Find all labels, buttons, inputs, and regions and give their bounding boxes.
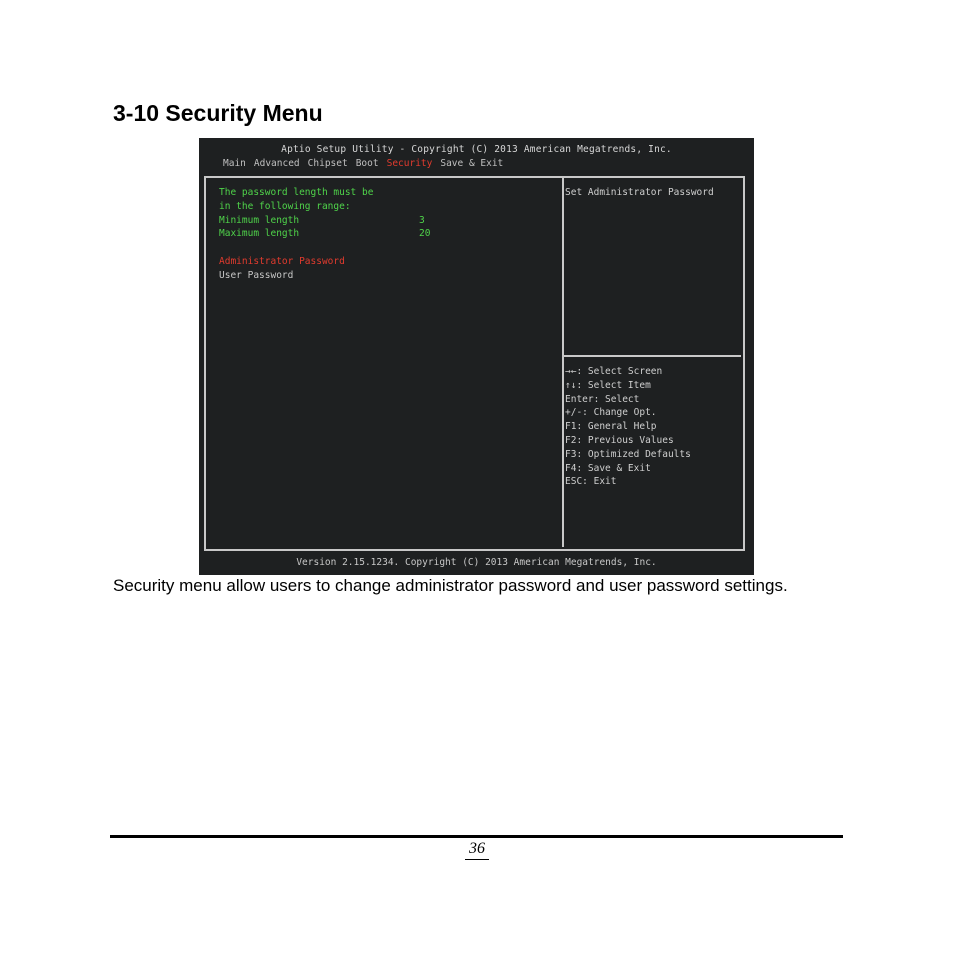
bios-tab-bar (223, 158, 503, 169)
tab-main[interactable]: Main (223, 158, 246, 169)
settings-panel (219, 186, 549, 283)
administrator-password-item[interactable]: Administrator Password (219, 255, 345, 267)
key-legend-item: F3: Optimized Defaults (565, 448, 691, 460)
user-password-item[interactable]: User Password (219, 269, 294, 281)
bios-screenshot (199, 138, 754, 575)
key-legend-item: F4: Save & Exit (565, 462, 651, 474)
help-description: Set Administrator Password (565, 187, 714, 198)
bios-title: Aptio Setup Utility - Copyright (C) 2013 American Megatrends, Inc. (281, 144, 672, 155)
key-legend-item: Enter: Select (565, 393, 640, 405)
section-description: Security menu allow users to change administrator password and user password settings. (113, 576, 788, 595)
minimum-length-value: 3 (419, 214, 425, 226)
page-title: 3-10 Security Menu (113, 100, 323, 126)
maximum-length-row (219, 227, 549, 241)
tab-save-exit[interactable]: Save & Exit (440, 158, 504, 169)
tab-chipset[interactable]: Chipset (307, 158, 348, 169)
key-legend-item: ↑↓: Select Item (565, 379, 651, 391)
password-range-info-line-2: in the following range: (219, 200, 351, 212)
maximum-length-value: 20 (419, 228, 431, 240)
panel-divider (562, 178, 564, 547)
minimum-length-label: Minimum length (219, 214, 300, 226)
footer-rule (110, 835, 843, 838)
key-legend-item: →←: Select Screen (565, 366, 663, 377)
maximum-length-label: Maximum length (219, 228, 300, 240)
key-legend-item: F2: Previous Values (565, 434, 674, 446)
key-legend-item: F1: General Help (565, 421, 657, 433)
page-number: 36 (465, 840, 489, 860)
key-legend (565, 365, 691, 489)
key-legend-item: +/-: Change Opt. (565, 407, 657, 419)
help-divider (564, 355, 741, 357)
minimum-length-row (219, 214, 549, 228)
tab-advanced[interactable]: Advanced (253, 158, 300, 169)
bios-version-footer: Version 2.15.1234. Copyright (C) 2013 American Megatrends, Inc. (296, 557, 657, 568)
password-range-info-line-1: The password length must be (219, 187, 374, 198)
key-legend-item: ESC: Exit (565, 476, 617, 488)
tab-boot[interactable]: Boot (355, 158, 379, 169)
tab-security[interactable]: Security (386, 158, 433, 169)
spacer (219, 241, 549, 255)
